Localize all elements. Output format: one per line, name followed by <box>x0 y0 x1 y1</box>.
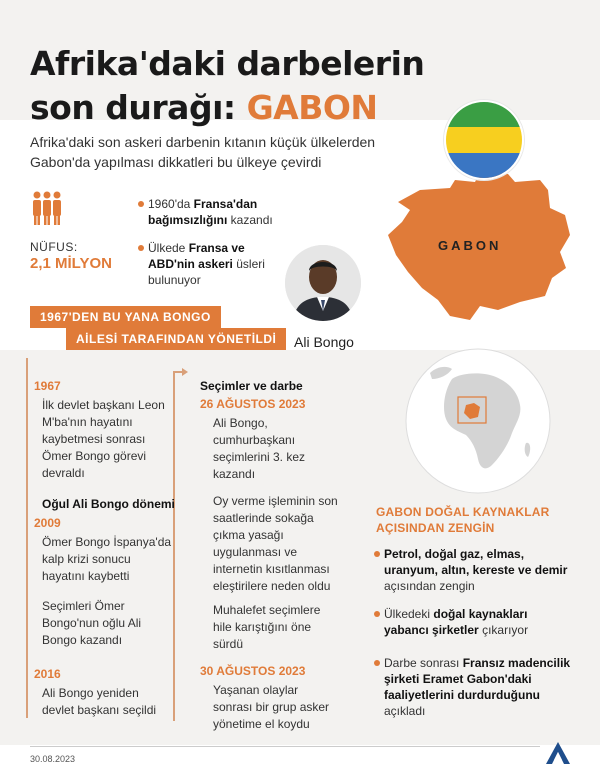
portrait-icon <box>285 245 361 321</box>
people-icon <box>30 190 64 226</box>
date-30-august-2023: 30 AĞUSTOS 2023 <box>200 664 306 678</box>
text-curfew-internet: Oy verme işleminin son saatlerinde sokağa çıkma yasağı uygulanması ve internetin kısıtlanması eleştirilere neden oldu <box>213 494 338 593</box>
portrait-caption: Ali Bongo <box>294 334 354 350</box>
text-2009-a: Ömer Bongo İspanya'da kalp krizi sonucu hayatını kaybetti <box>42 535 172 583</box>
title-line-2 <box>30 86 424 130</box>
title-accent: GABON <box>246 88 378 127</box>
banner-line-1: 1967'DEN BU YANA BONGO <box>30 306 221 328</box>
banner-line-2: AİLESİ TARAFINDAN YÖNETİLDİ <box>66 328 286 350</box>
map-label: GABON <box>438 238 502 253</box>
text-opposition-fraud: Muhalefet seçimlere hile karıştığını öne sürdü <box>213 603 321 651</box>
text-military-takeover: Yaşanan olaylar sonrası bir grup asker yönetime el koydu <box>213 683 330 731</box>
bullet-dot <box>374 660 380 666</box>
text-1967: İlk devlet başkanı Leon M'ba'nın hayatını kaybetmesi sonrası Ömer Bongo görevi devraldı <box>42 398 165 480</box>
year-2009: 2009 <box>34 516 61 530</box>
bullet-dot <box>138 201 144 207</box>
footer-divider <box>30 746 540 747</box>
heading-elections-coup: Seçimler ve darbe <box>200 379 303 393</box>
title-line-1: Afrika'daki darbelerin <box>30 44 425 83</box>
fact-independence: 1960'da Fransa'dan bağımsızlığını kazandı <box>148 196 288 228</box>
bullet-dot <box>374 551 380 557</box>
aa-logo-icon <box>544 740 572 766</box>
globe-africa-icon <box>400 345 570 495</box>
population-label: NÜFUS: <box>30 240 78 254</box>
publish-date: 30.08.2023 <box>30 754 76 764</box>
gabon-flag-icon <box>444 100 524 180</box>
timeline-line-left <box>26 358 28 718</box>
page-title <box>30 42 424 130</box>
bullet-dot <box>374 611 380 617</box>
resources-title: GABON DOĞAL KAYNAKLAR AÇISINDAN ZENGİN <box>376 505 550 535</box>
title-prefix: son durağı: <box>30 88 247 127</box>
population-value: 2,1 MİLYON <box>30 255 112 272</box>
year-1967: 1967 <box>34 379 61 393</box>
text-election-win: Ali Bongo, cumhurbaşkanı seçimlerini 3. kez kazandı <box>213 416 306 481</box>
resource-bullet-3: Darbe sonrası Fransız madencilik şirketi Eramet Gabon'daki faaliyetlerini durdurduğunu açıkladı <box>384 655 584 719</box>
fact-military-bases: Ülkede Fransa ve ABD'nin askeri üsleri bulunuyor <box>148 240 268 288</box>
year-2016: 2016 <box>34 667 61 681</box>
ali-bongo-portrait <box>285 245 361 321</box>
resource-bullet-2: Ülkedeki doğal kaynakları yabancı şirketler çıkarıyor <box>384 606 584 638</box>
bullet-dot <box>138 245 144 251</box>
subtitle: Afrika'daki son askeri darbenin kıtanın küçük ülkelerden Gabon'da yapılması dikkatleri bu ülkeye çevirdi <box>30 134 376 170</box>
heading-ali-bongo-era: Oğul Ali Bongo dönemi <box>42 497 175 511</box>
text-2016: Ali Bongo yeniden devlet başkanı seçildi <box>42 686 157 717</box>
resource-bullet-1: Petrol, doğal gaz, elmas, uranyum, altın, kereste ve demir açısından zengin <box>384 546 584 594</box>
date-26-august-2023: 26 AĞUSTOS 2023 <box>200 397 306 411</box>
text-2009-b: Seçimleri Ömer Bongo'nun oğlu Ali Bongo kazandı <box>42 599 142 647</box>
timeline-connector <box>170 366 194 726</box>
flag-band-yellow <box>446 127 522 152</box>
